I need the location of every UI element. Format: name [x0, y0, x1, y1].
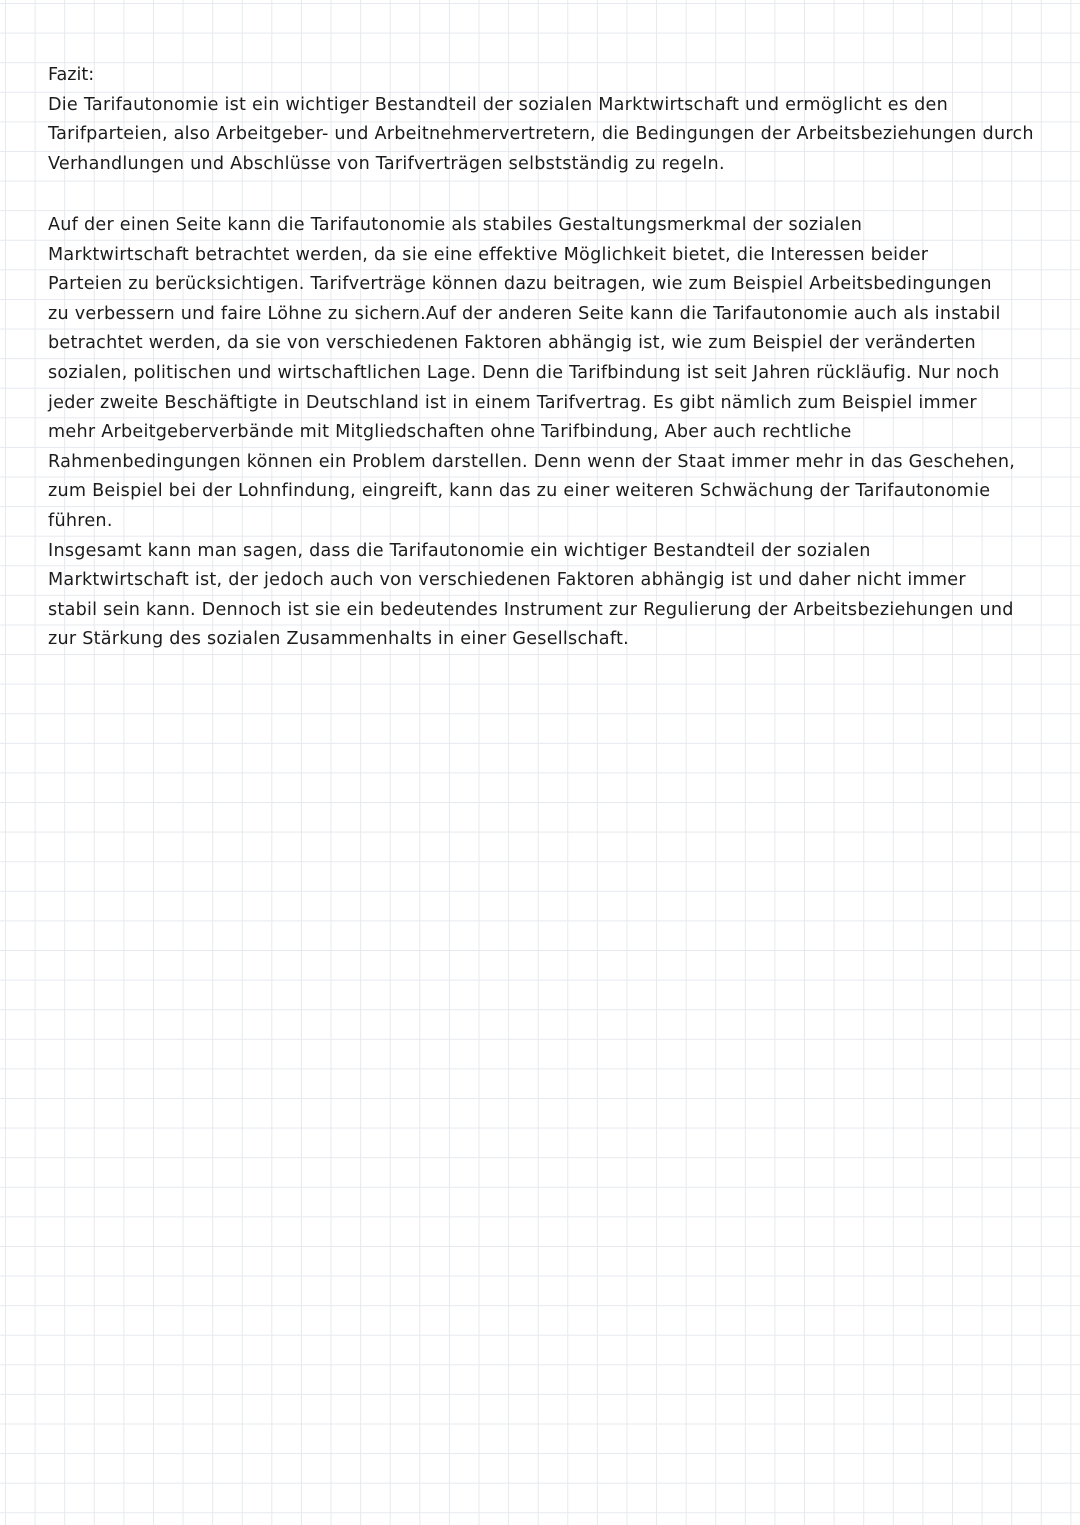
paragraph-intro: [48, 91, 1058, 180]
text-line: jeder zweite Beschäftigte in Deutschland ist in einem Tarifvertrag. Es gibt nämlich zum Beispiel immer: [48, 392, 977, 413]
paragraph-discussion-wrapper: [48, 211, 1015, 655]
text-line: Marktwirtschaft betrachtet werden, da sie eine effektive Möglichkeit bietet, die Interessen beider: [48, 244, 929, 265]
text-line: zu verbessern und faire Löhne zu sichern.Auf der anderen Seite kann die Tarifautonomie auch als instabil: [48, 303, 1001, 324]
text-line: Verhandlungen und Abschlüsse von Tarifverträgen selbstständig zu regeln.: [48, 153, 725, 174]
text-line: zur Stärkung des sozialen Zusammenhalts in einer Gesellschaft.: [48, 629, 629, 650]
text-line: mehr Arbeitgeberverbände mit Mitgliedschaften ohne Tarifbindung, Aber auch rechtliche: [48, 422, 852, 443]
text-line: zum Beispiel bei der Lohnfindung, eingreift, kann das zu einer weiteren Schwächung der Tarifautonomie: [48, 481, 991, 502]
text-line: stabil sein kann. Dennoch ist sie ein bedeutendes Instrument zur Regulierung der Arbeitsbeziehungen und: [48, 599, 1014, 620]
text-line: sozialen, politischen und wirtschaftlichen Lage. Denn die Tarifbindung ist seit Jahren rückläufig. Nur noch: [48, 362, 1000, 383]
text-line: Tarifparteien, also Arbeitgeber- und Arbeitnehmervertretern, die Bedingungen der Arbeitsbeziehungen durch: [48, 124, 1034, 145]
text-line: Parteien zu berücksichtigen. Tarifverträge können dazu beitragen, wie zum Beispiel Arbeitsbedingungen: [48, 274, 992, 295]
text-line: Insgesamt kann man sagen, dass die Tarifautonomie ein wichtiger Bestandteil der sozialen: [48, 540, 871, 561]
note-heading: Fazit:: [48, 65, 95, 85]
paragraph-conclusion: [48, 537, 1015, 655]
text-line: Die Tarifautonomie ist ein wichtiger Bestandteil der sozialen Marktwirtschaft und ermöglicht es den: [48, 94, 948, 115]
note-text: [48, 61, 1058, 650]
text-line: führen.: [48, 510, 113, 531]
text-line: Rahmenbedingungen können ein Problem darstellen. Denn wenn der Staat immer mehr in das Geschehen,: [48, 451, 1016, 472]
text-line: betrachtet werden, da sie von verschiedenen Faktoren abhängig ist, wie zum Beispiel der veränderten: [48, 333, 976, 354]
paragraph-discussion: [48, 211, 1015, 537]
text-line: Marktwirtschaft ist, der jedoch auch von verschiedenen Faktoren abhängig ist und daher nicht immer: [48, 570, 966, 591]
text-line: Auf der einen Seite kann die Tarifautonomie als stabiles Gestaltungsmerkmal der sozialen: [48, 215, 863, 235]
